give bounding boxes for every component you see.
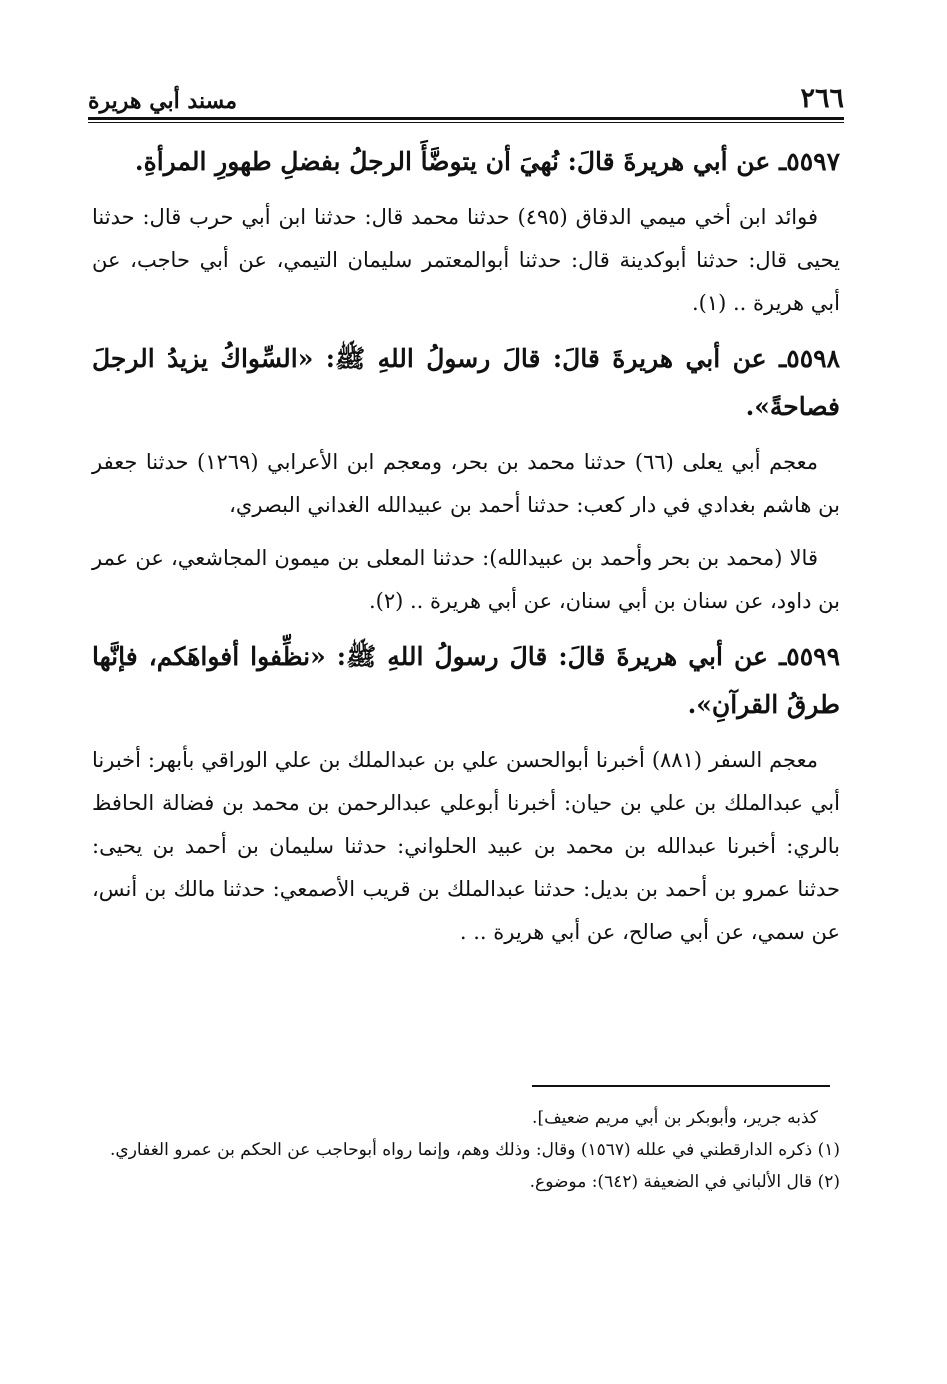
hadith-5598: ٥٥٩٨ـ عن أبي هريرةَ قالَ: قالَ رسولُ اللهِ ﷺ: «السِّواكُ يزيدُ الرجلَ فصاحةً». xyxy=(92,344,840,421)
page-number: ٢٦٦ xyxy=(800,83,844,114)
hadith-5599: ٥٥٩٩ـ عن أبي هريرةَ قالَ: قالَ رسولُ اللهِ ﷺ: «نظِّفوا أفواهَكم، فإنَّها طرقُ القرآنِ». xyxy=(92,642,840,719)
footnote-separator xyxy=(532,1085,830,1087)
hadith-5597: ٥٥٩٧ـ عن أبي هريرةَ قالَ: نُهيَ أن يتوضَّأَ الرجلُ بفضلِ طهورِ المرأةِ. xyxy=(134,147,840,176)
source-5598-b: قالا (محمد بن بحر وأحمد بن عبيدالله): حدثنا المعلى بن ميمون المجاشعي، عن عمر بن داود، عن سنان بن أبي سنان، عن أبي هريرة .. (٢). xyxy=(92,546,840,613)
source-5599: معجم السفر (٨٨١) أخبرنا أبوالحسن علي بن عبدالملك بن علي الوراقي بأبهر: أخبرنا أبي عبدالملك بن علي بن حيان: أخبرنا أبوعلي عبدالرحمن بن محمد بن فضالة الحافظ بالري: أخبرنا عبدالله بن محمد بن عبيد الحلواني: حدثنا سليمان بن أحمد بن يحيى: حدثنا عمرو بن أحمد بن بديل: حدثنا عبدالملك بن قريب الأصمعي: حدثنا مالك بن أنس، عن سمي، عن أبي صالح، عن أبي هريرة .. . xyxy=(92,748,840,944)
source-5598-a: معجم أبي يعلى (٦٦) حدثنا محمد بن بحر، ومعجم ابن الأعرابي (١٢٦٩) حدثنا جعفر بن هاشم بغدادي في دار كعب: حدثنا أحمد بن عبيدالله الغداني البصري، xyxy=(92,450,840,517)
footnotes xyxy=(92,1102,840,1198)
running-header xyxy=(88,62,844,112)
footnote-1: (١) ذكره الدارقطني في علله (١٥٦٧) وقال: وذلك وهم، وإنما رواه أبوحاجب عن الحكم بن عمرو الغفاري. xyxy=(110,1140,840,1160)
footnote-2: (٢) قال الألباني في الضعيفة (٦٤٢): موضوع. xyxy=(529,1172,840,1192)
footnote-continuation: كذبه جرير، وأبوبكر بن أبي مريم ضعيف]. xyxy=(532,1108,818,1128)
main-text xyxy=(92,138,840,964)
header-rule xyxy=(88,117,844,120)
running-title: مسند أبي هريرة xyxy=(88,88,238,114)
source-5597: فوائد ابن أخي ميمي الدقاق (٤٩٥) حدثنا محمد قال: حدثنا ابن أبي حرب قال: حدثنا يحيى قال: حدثنا أبوكدينة قال: حدثنا أبوالمعتمر سليمان التيمي، عن أبي حاجب، عن أبي هريرة .. (١). xyxy=(92,205,840,315)
header-rule-thin xyxy=(88,122,844,123)
